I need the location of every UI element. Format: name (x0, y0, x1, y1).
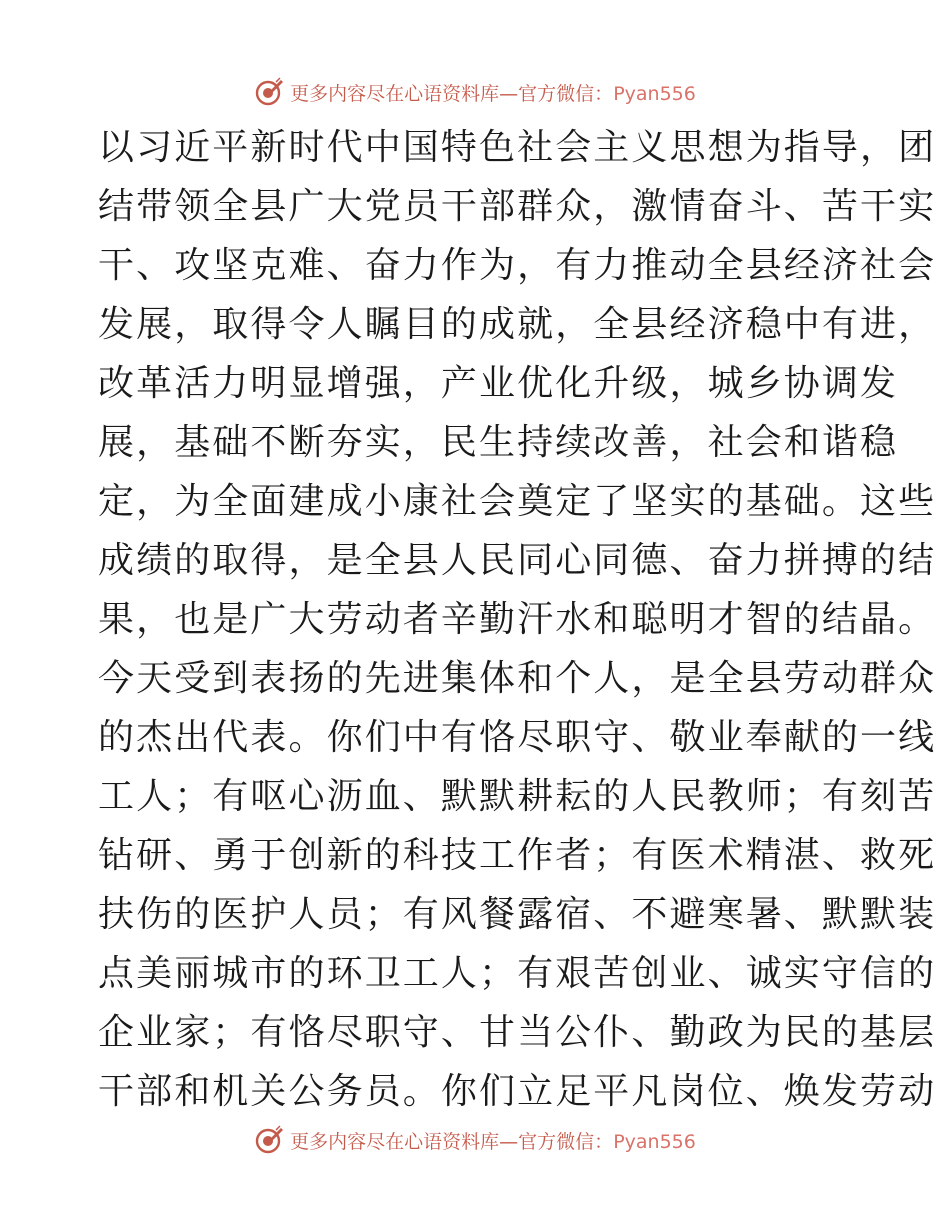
watermark-handle: Pyan556 (613, 1130, 696, 1153)
watermark-brand: 更多内容尽在心语资料库 (290, 1130, 500, 1153)
paragraph-line: 点美丽城市的环卫工人；有艰苦创业、诚实守信的 (98, 953, 937, 994)
paragraph-line: 改革活力明显增强，产业优化升级，城乡协调发 (98, 363, 899, 404)
watermark-contact-label: 官方微信： (518, 1130, 614, 1153)
quill-pen-seal-icon (254, 77, 284, 107)
paragraph-line: 今天受到表扬的先进集体和个人，是全县劳动群众 (98, 658, 937, 699)
paragraph-line: 钻研、勇于创新的科技工作者；有医术精湛、救死 (98, 835, 937, 876)
watermark-handle: Pyan556 (613, 82, 696, 105)
paragraph-line: 以习近平新时代中国特色社会主义思想为指导，团 (98, 127, 937, 168)
paragraph-line: 的杰出代表。你们中有恪尽职守、敬业奉献的一线 (98, 717, 937, 758)
paragraph-line: 企业家；有恪尽职守、甘当公仆、勤政为民的基层 (98, 1012, 937, 1053)
paragraph-line: 发展，取得令人瞩目的成就，全县经济稳中有进， (98, 304, 937, 345)
watermark-separator: — (499, 1130, 519, 1153)
paragraph-line: 果，也是广大劳动者辛勤汗水和聪明才智的结晶。 (98, 599, 937, 640)
watermark-separator: — (499, 82, 519, 105)
footer-watermark (0, 1120, 950, 1160)
paragraph-line: 干、攻坚克难、奋力作为，有力推动全县经济社会 (98, 245, 937, 286)
paragraph-line: 干部和机关公务员。你们立足平凡岗位、焕发劳动 (98, 1071, 937, 1112)
document-body (98, 118, 937, 1121)
quill-pen-seal-icon (254, 1125, 284, 1155)
header-watermark (0, 72, 950, 112)
watermark-brand: 更多内容尽在心语资料库 (290, 82, 500, 105)
paragraph-line: 结带领全县广大党员干部群众，激情奋斗、苦干实 (98, 186, 937, 227)
paragraph-line: 扶伤的医护人员；有风餐露宿、不避寒暑、默默装 (98, 894, 937, 935)
paragraph-line: 成绩的取得，是全县人民同心同德、奋力拼搏的结 (98, 540, 937, 581)
watermark-text (290, 1127, 696, 1154)
paragraph-line: 展，基础不断夯实，民生持续改善，社会和谐稳 (98, 422, 899, 463)
watermark-contact-label: 官方微信： (518, 82, 614, 105)
watermark-text (290, 79, 696, 106)
paragraph-line: 工人；有呕心沥血、默默耕耘的人民教师；有刻苦 (98, 776, 937, 817)
paragraph-line: 定，为全面建成小康社会奠定了坚实的基础。这些 (98, 481, 937, 522)
